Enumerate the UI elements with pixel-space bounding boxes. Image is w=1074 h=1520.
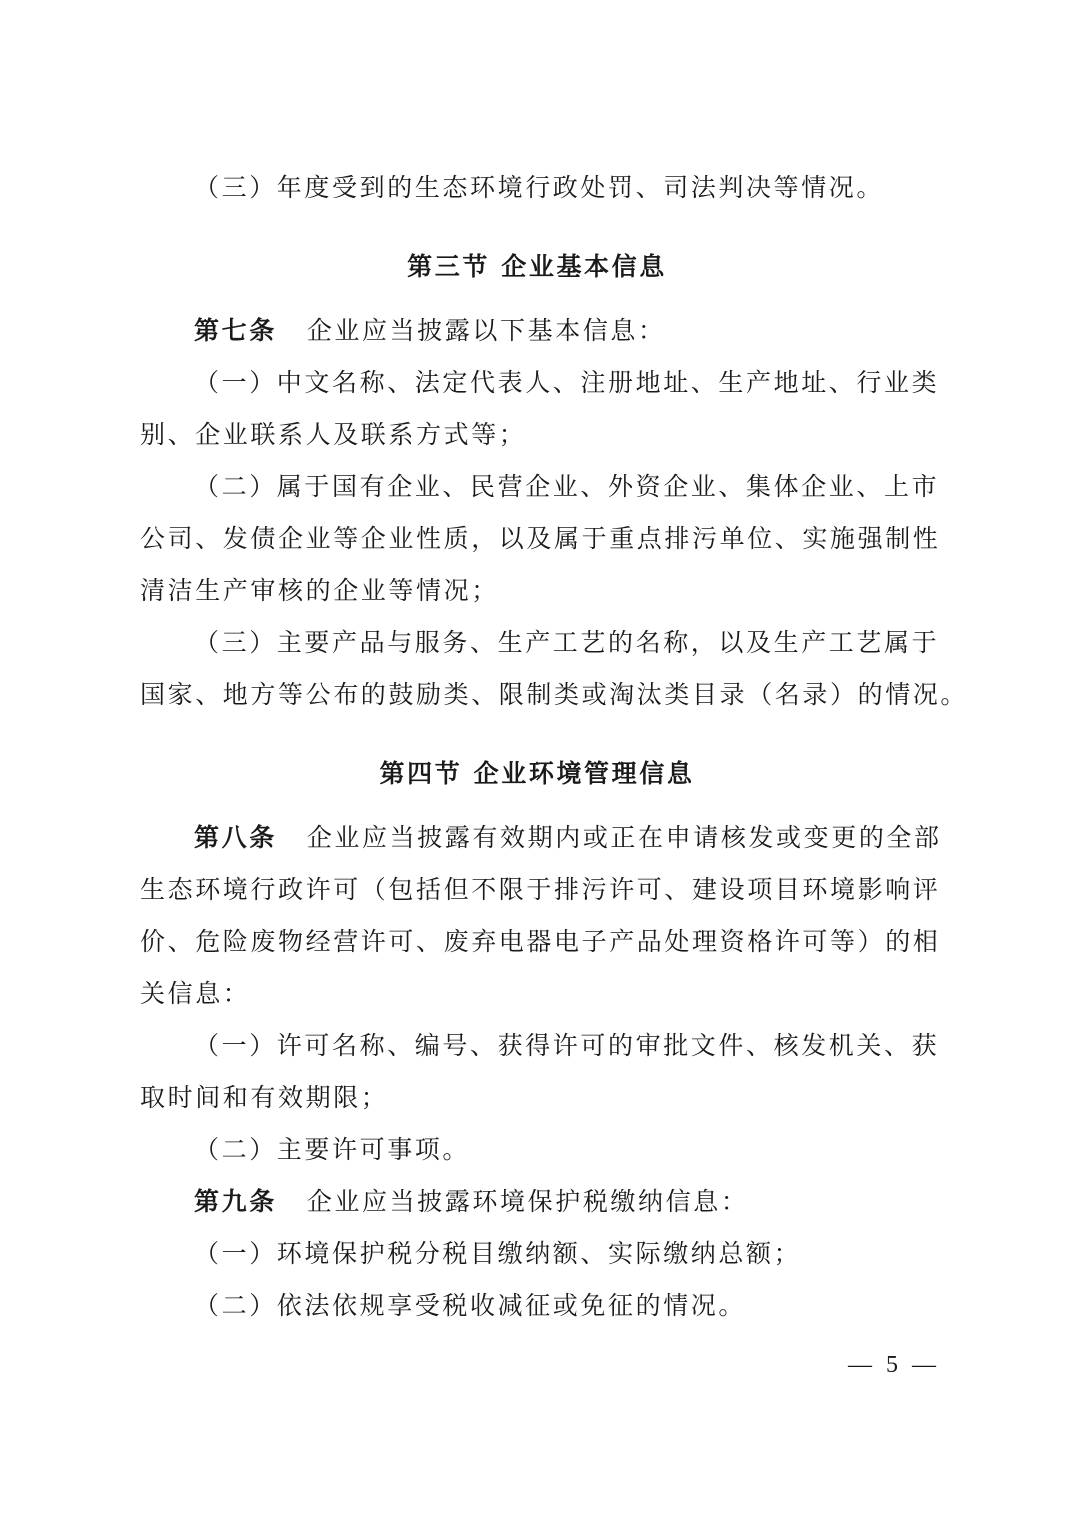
paragraph-line: 生态环境行政许可（包括但不限于排污许可、建设项目环境影响评 [140,875,941,904]
page-number: — 5 — [848,1352,940,1378]
paragraph-line: （一）中文名称、法定代表人、注册地址、生产地址、行业类 [194,368,940,397]
article-label: 第七条 [194,316,277,345]
paragraph-line: （二）依法依规享受税收减征或免征的情况。 [194,1291,747,1320]
paragraph-line: 关信息： [140,979,251,1008]
article-line [194,822,942,854]
paragraph-line: （三）年度受到的生态环境行政处罚、司法判决等情况。 [194,173,885,202]
article-line [194,1186,936,1218]
paragraph-line: 别、企业联系人及联系方式等； [140,420,527,449]
paragraph-line: （一）许可名称、编号、获得许可的审批文件、核发机关、获 [194,1031,940,1060]
paragraph-line: 国家、地方等公布的鼓励类、限制类或淘汰类目录（名录）的情况。 [140,680,969,709]
paragraph-line: 清洁生产审核的企业等情况； [140,576,499,605]
section-heading: 第四节 企业环境管理信息 [379,759,695,788]
paragraph-line: 价、危险废物经营许可、废弃电器电子产品处理资格许可等）的相 [140,927,941,956]
article-text: 企业应当披露以下基本信息： [306,316,666,345]
article-label: 第八条 [194,823,277,852]
article-text: 企业应当披露有效期内或正在申请核发或变更的全部 [306,823,942,852]
paragraph-line: （二）属于国有企业、民营企业、外资企业、集体企业、上市 [194,472,940,501]
paragraph-line: （三）主要产品与服务、生产工艺的名称，以及生产工艺属于 [194,628,940,657]
article-line [194,315,936,347]
article-label: 第九条 [194,1187,277,1216]
paragraph-line: （二）主要许可事项。 [194,1135,471,1164]
article-text: 企业应当披露环境保护税缴纳信息： [306,1187,749,1216]
paragraph-line: 公司、发债企业等企业性质，以及属于重点排污单位、实施强制性 [140,524,941,553]
section-heading: 第三节 企业基本信息 [407,252,667,281]
paragraph-line: 取时间和有效期限； [140,1083,389,1112]
paragraph-line: （一）环境保护税分税目缴纳额、实际缴纳总额； [194,1239,802,1268]
